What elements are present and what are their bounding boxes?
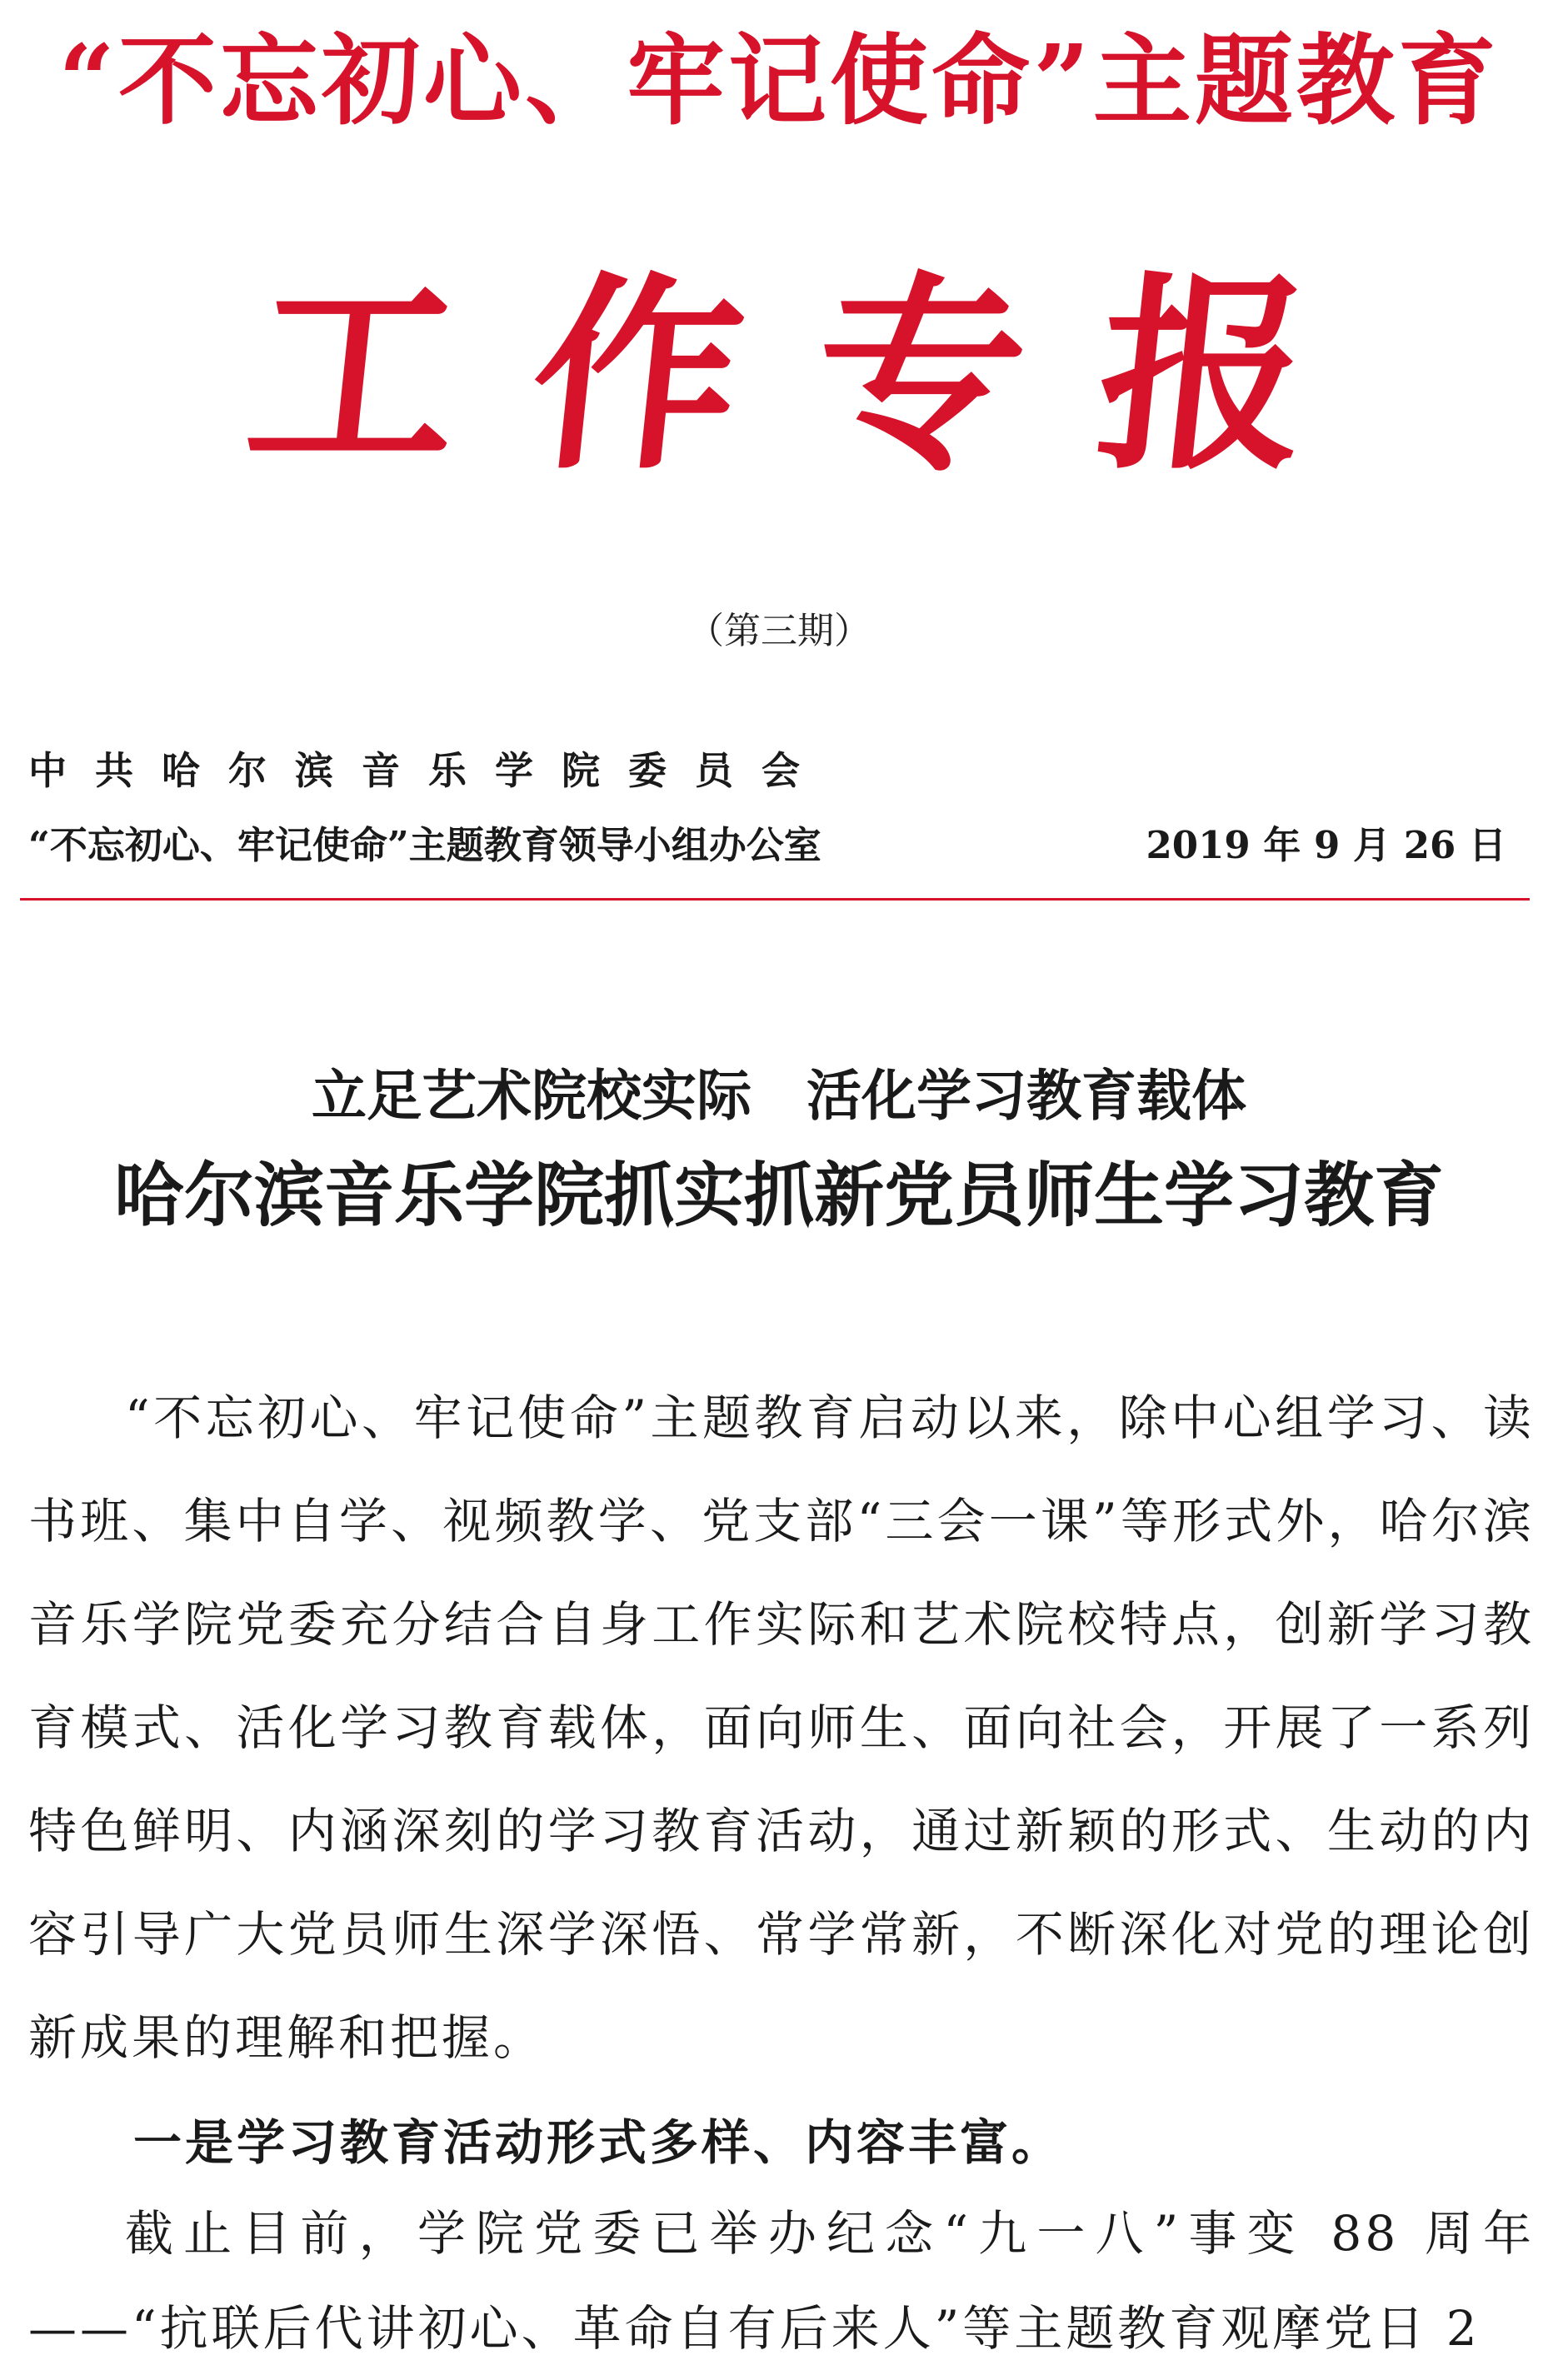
issue-date: 2019 年 9 月 26 日 (1146, 823, 1506, 867)
article-title: 哈尔滨音乐学院抓实抓新党员师生学习教育 (113, 1154, 1444, 1236)
issue-number: （第三期） (687, 610, 871, 652)
section-heading-1: 一是学习教育活动形式多样、内容丰富。 (133, 2114, 1064, 2171)
issuing-organization: 中共哈尔滨音乐学院委员会 (28, 748, 828, 793)
red-divider-line (20, 898, 1530, 901)
article-paragraph-1: “不忘初心、牢记使命”主题教育启动以来，除中心组学习、读书班、集中自学、视频教学、党支部“三会一课”等形式外，哈尔滨音乐学院党委充分结合自身工作实际和艺术院校特点，创新学习教育模式、活化学习教育载体，面向师生、面向社会，开展了一系列特色鲜明、内涵深刻的学习教育活动，通过新颖的形式、生动的内容引导广大党员师生深学深悟、常学常新，不断深化对党的理论创新成果的理解和把握。 (28, 1390, 1535, 2066)
issuing-office: “不忘初心、牢记使命”主题教育领导小组办公室 (28, 823, 821, 867)
article-subtitle: 立足艺术院校实际 活化学习教育载体 (312, 1063, 1246, 1128)
banner-main-title: 工作专报 (237, 252, 1396, 497)
banner-top-title: “不忘初心、牢记使命”主题教育 (58, 22, 1500, 138)
article-paragraph-2: 截止目前，学院党委已举办纪念“九一八”事变 88 周年——“抗联后代讲初心、革命自有后来人”等主题教育观摩党日 2 (28, 2205, 1535, 2357)
